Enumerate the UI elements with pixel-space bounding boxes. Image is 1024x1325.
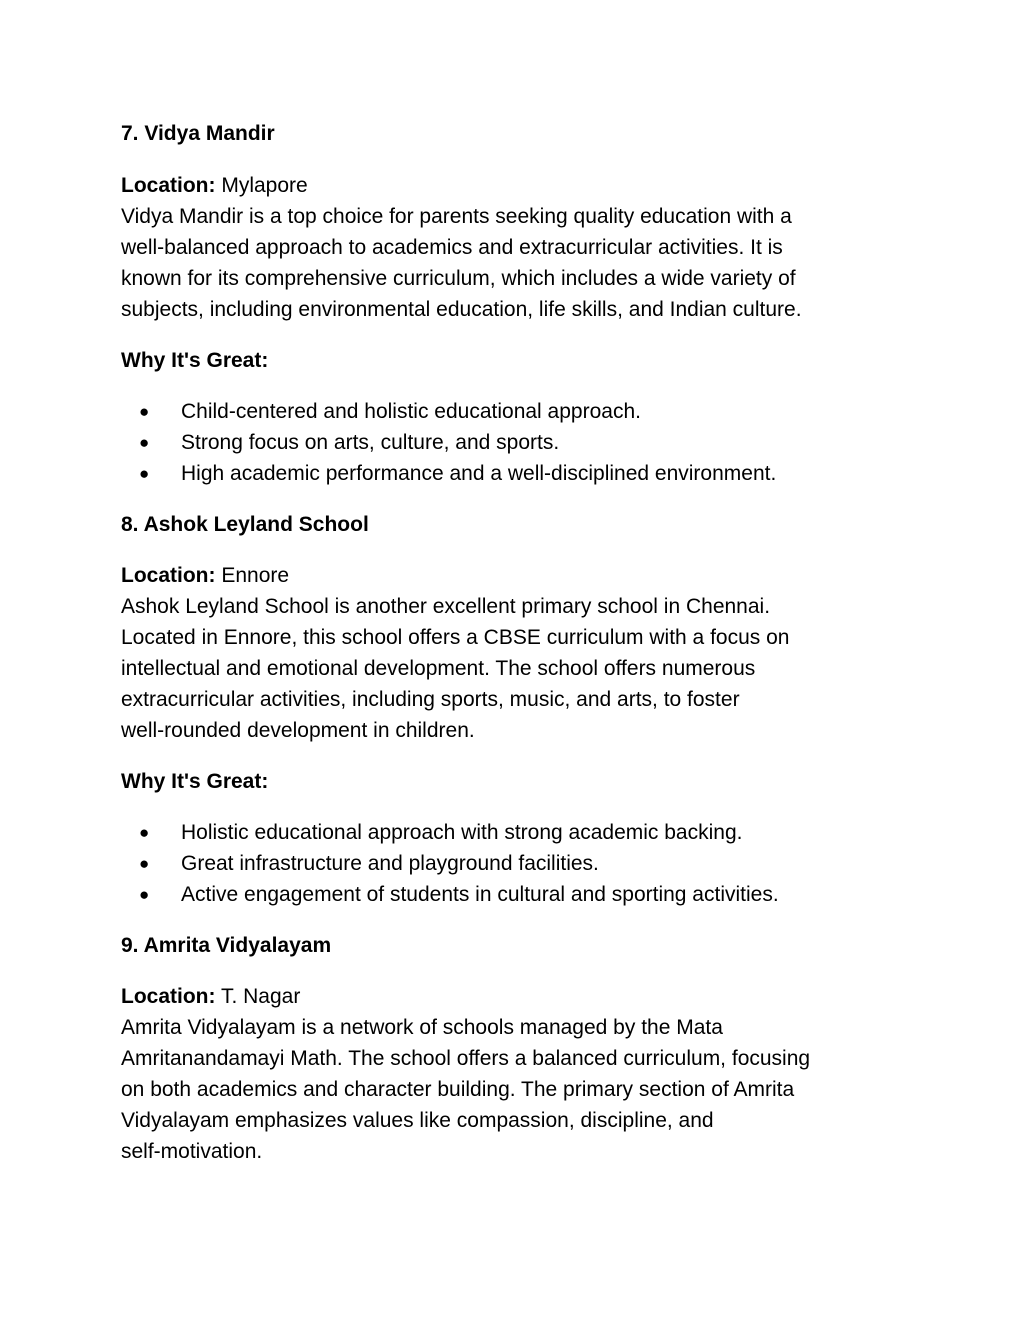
description-line: Vidya Mandir is a top choice for parents seeking quality education with a xyxy=(121,205,792,228)
bullet-icon: ● xyxy=(139,854,150,873)
bullet-list xyxy=(121,817,779,910)
description-line: on both academics and character building. The primary section of Amrita xyxy=(121,1078,795,1101)
location-label: Location: xyxy=(121,564,216,587)
location-label: Location: xyxy=(121,985,216,1008)
location-line xyxy=(121,560,901,591)
location-label: Location: xyxy=(121,174,216,197)
location-value: Mylapore xyxy=(215,174,308,197)
why-great-heading: Why It's Great: xyxy=(121,770,269,793)
bullet-list xyxy=(121,396,776,489)
list-item xyxy=(121,817,779,848)
location-line xyxy=(121,981,901,1012)
list-item-text: Child-centered and holistic educational approach. xyxy=(181,400,641,423)
section-title: 7. Vidya Mandir xyxy=(121,122,275,145)
section-title: 8. Ashok Leyland School xyxy=(121,513,369,536)
section-title: 9. Amrita Vidyalayam xyxy=(121,934,332,957)
location-value: T. Nagar xyxy=(215,985,301,1008)
list-item-text: Strong focus on arts, culture, and sports. xyxy=(181,431,560,454)
section-body xyxy=(121,560,901,746)
list-item-text: Holistic educational approach with strong academic backing. xyxy=(181,821,743,844)
section-body xyxy=(121,981,901,1167)
description-line: Amritanandamayi Math. The school offers a balanced curriculum, focusing xyxy=(121,1047,811,1070)
bullet-icon: ● xyxy=(139,433,150,452)
section-body xyxy=(121,170,901,325)
bullet-icon: ● xyxy=(139,885,150,904)
location-value: Ennore xyxy=(215,564,290,587)
list-item xyxy=(121,458,776,489)
list-item xyxy=(121,879,779,910)
description-line: intellectual and emotional development. The school offers numerous xyxy=(121,657,756,680)
description-line: well-balanced approach to academics and extracurricular activities. It is xyxy=(121,236,783,259)
bullet-icon: ● xyxy=(139,402,150,421)
bullet-icon: ● xyxy=(139,464,150,483)
description-line: well-rounded development in children. xyxy=(121,719,475,742)
list-item-text: Great infrastructure and playground facilities. xyxy=(181,852,599,875)
description-line: Vidyalayam emphasizes values like compassion, discipline, and xyxy=(121,1109,714,1132)
description-line: Located in Ennore, this school offers a CBSE curriculum with a focus on xyxy=(121,626,790,649)
list-item xyxy=(121,396,776,427)
why-great-heading: Why It's Great: xyxy=(121,349,269,372)
description-line: extracurricular activities, including sports, music, and arts, to foster xyxy=(121,688,740,711)
description-line: self-motivation. xyxy=(121,1140,263,1163)
location-line xyxy=(121,170,901,201)
list-item xyxy=(121,427,776,458)
list-item xyxy=(121,848,779,879)
list-item-text: Active engagement of students in cultural and sporting activities. xyxy=(181,883,779,906)
description-line: Ashok Leyland School is another excellent primary school in Chennai. xyxy=(121,595,771,618)
list-item-text: High academic performance and a well-disciplined environment. xyxy=(181,462,777,485)
description-line: known for its comprehensive curriculum, which includes a wide variety of xyxy=(121,267,796,290)
bullet-icon: ● xyxy=(139,823,150,842)
description-line: subjects, including environmental education, life skills, and Indian culture. xyxy=(121,298,802,321)
description-line: Amrita Vidyalayam is a network of schools managed by the Mata xyxy=(121,1016,723,1039)
